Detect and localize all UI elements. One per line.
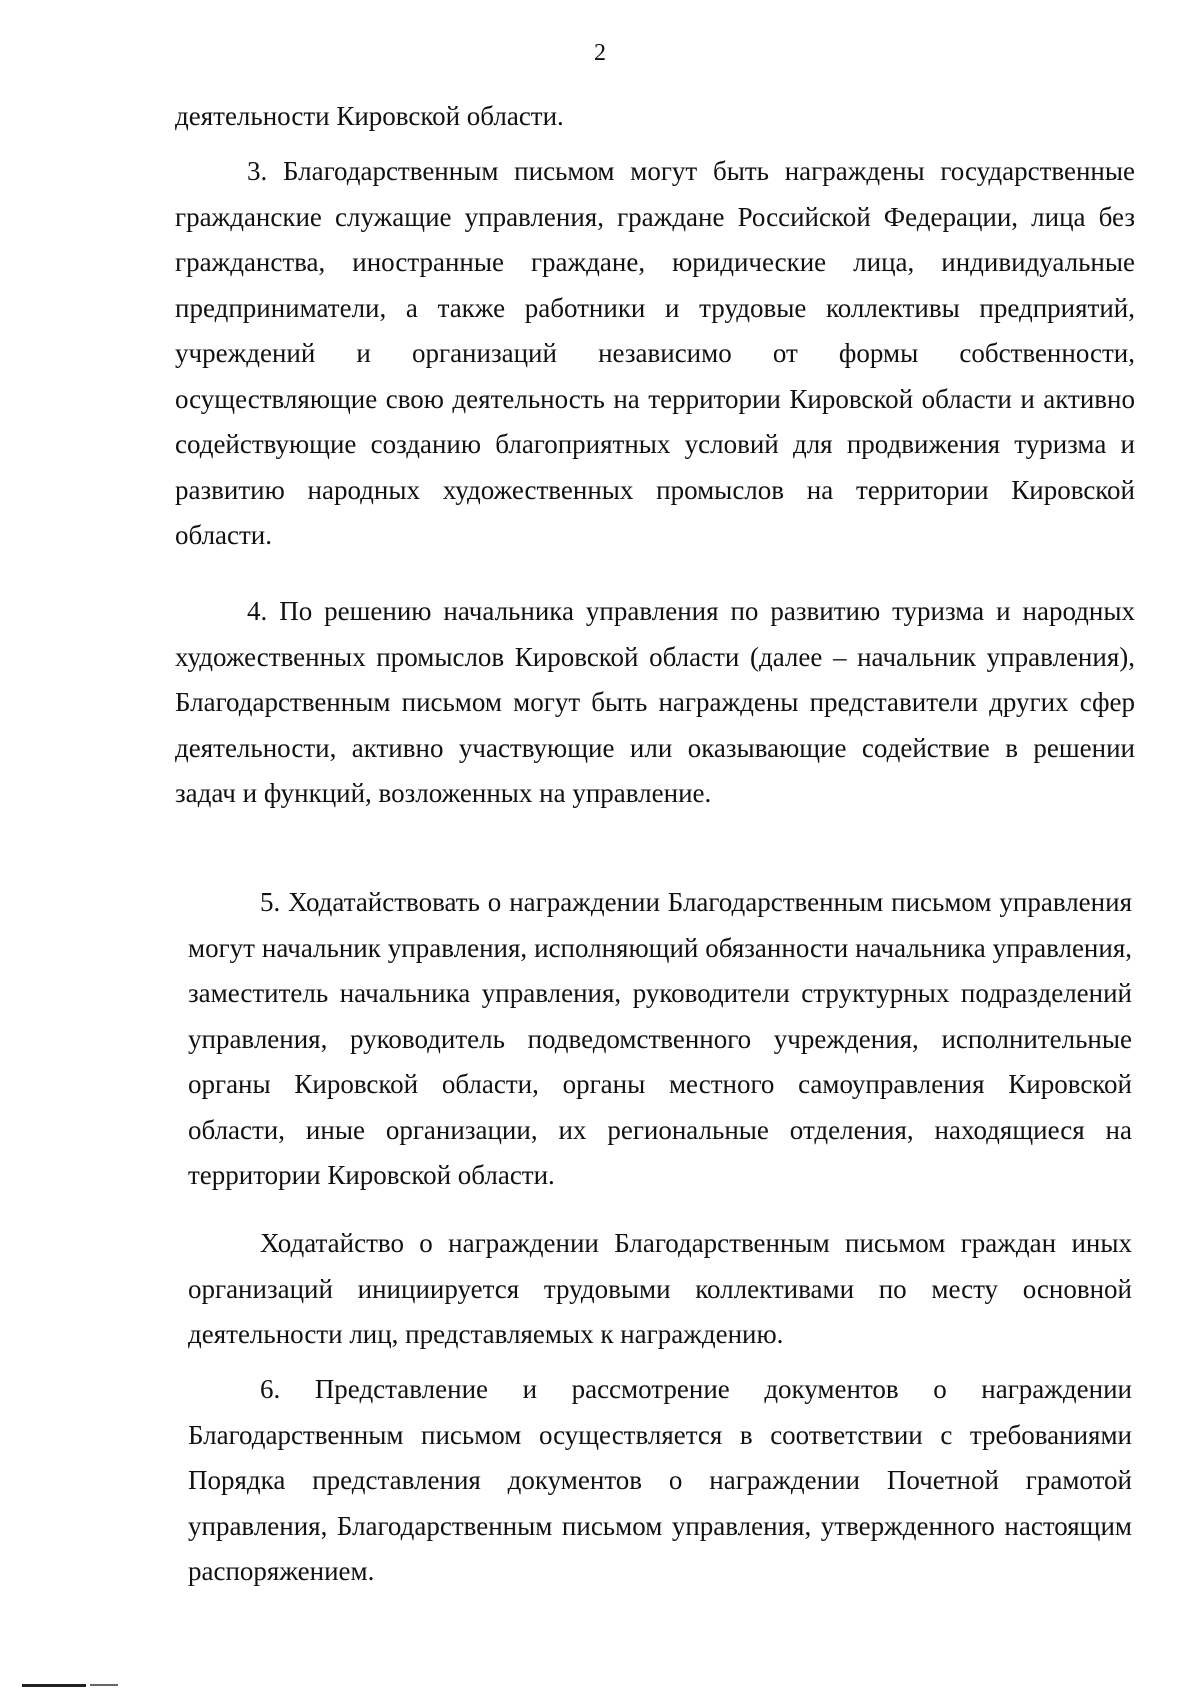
- paragraph-item-3: 3. Благодарственным письмом могут быть награждены государственные гражданские служащие управления, граждане Российской Федерации, лица без гражданства, иностранные граждане, юридические лица, индивидуальные предприниматели, а также работники и трудовые коллективы предприятий, учреждений и организаций независимо от формы собственности, осуществляющие свою деятельность на территории Кировской области и активно содействующие созданию благоприятных условий для продвижения туризма и развитию народных художественных промыслов на территории Кировской области.: [175, 156, 1135, 550]
- paragraph-item-4: 4. По решению начальника управления по развитию туризма и народных художественных промыслов Кировской области (далее – начальник управления), Благодарственным письмом могут быть награждены представители других сфер деятельности, активно участвующие или оказывающие содействие в решении задач и функций, возложенных на управление.: [175, 596, 1135, 808]
- paragraph-item-6: 6. Представление и рассмотрение документов о награждении Благодарственным письмом осуществляется в соответствии с требованиями Порядка представления документов о награждении Почетной грамотой управления, Благодарственным письмом управления, утвержденного настоящим распоряжением.: [188, 1374, 1132, 1586]
- paragraph-petition: Ходатайство о награждении Благодарственным письмом граждан иных организаций инициируется трудовыми коллективами по месту основной деятельности лиц, представляемых к награждению.: [188, 1228, 1132, 1349]
- footer-scan-mark-secondary: [90, 1684, 118, 1686]
- paragraph-item-5: 5. Ходатайствовать о награждении Благодарственным письмом управления могут начальник управления, исполняющий обязанности начальника управления, заместитель начальника управления, руководители структурных подразделений управления, руководитель подведомственного учреждения, исполнительные органы Кировской области, органы местного самоуправления Кировской области, иные организации, их региональные отделения, находящиеся на территории Кировской области.: [188, 887, 1132, 1190]
- footer-scan-mark: [22, 1684, 86, 1687]
- page-number: 2: [594, 40, 606, 66]
- paragraph-continuation: деятельности Кировской области.: [175, 101, 564, 131]
